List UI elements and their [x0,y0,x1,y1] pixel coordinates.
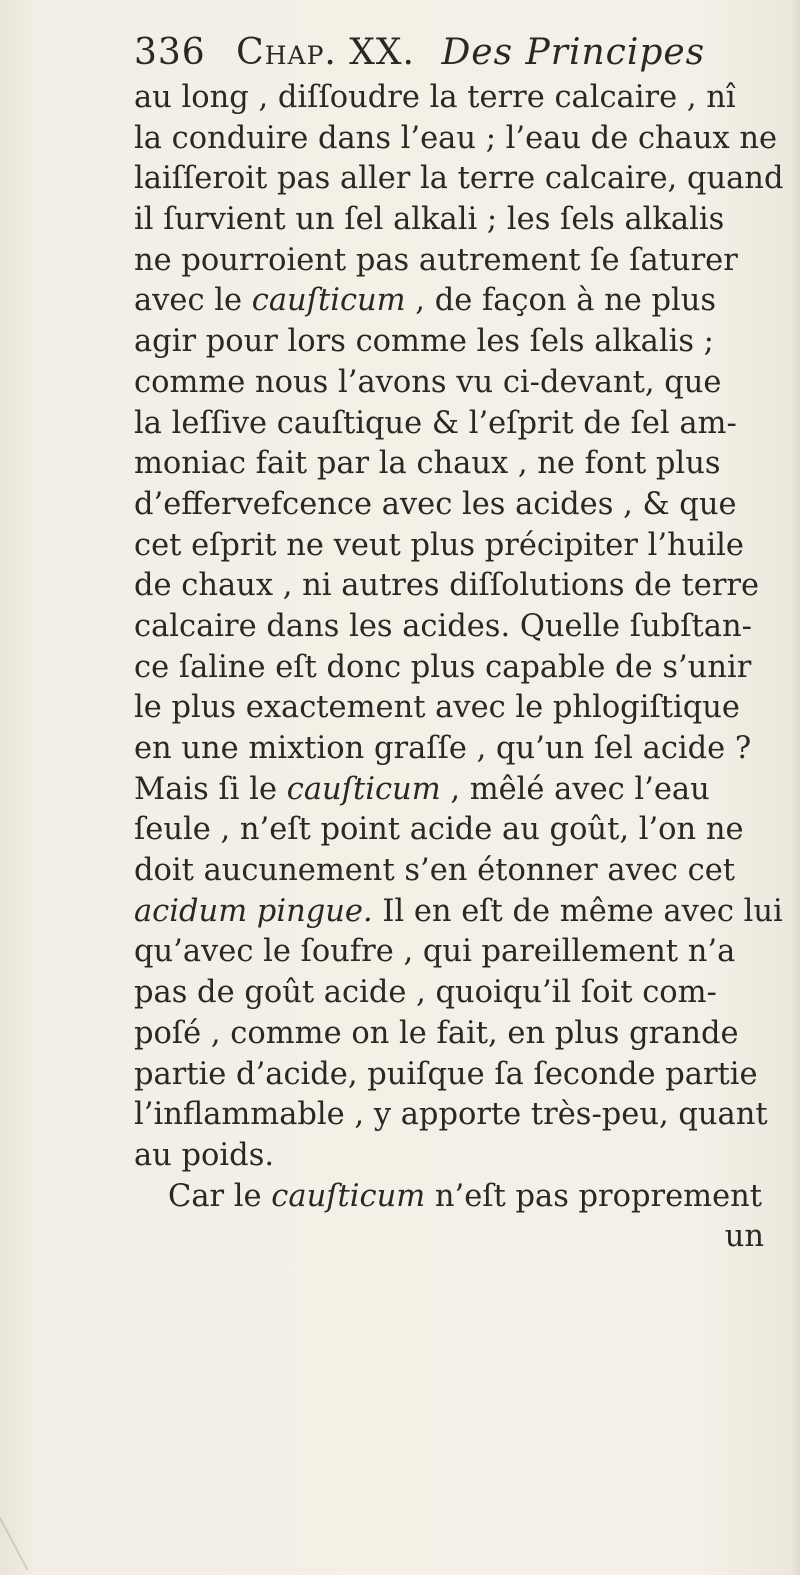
italic-term: cauſticum [286,771,441,807]
text-line: d’effervefcence avec les acides , & que [134,486,737,522]
text-line: le plus exactement avec le phlogiſtique [134,690,740,726]
page-edge-shadow [790,0,800,1575]
text-line: partie d’acide, puiſque ſa ſeconde partie [134,1056,758,1092]
text-line: Car le cauſticum n’eſt pas proprement [168,1178,763,1214]
text-line: ne pourroient pas autrement ſe ſaturer [134,242,738,278]
italic-term: cauſticum [251,283,406,319]
text-line: moniac fait par la chaux , ne font plus [134,446,721,482]
text-line: ce ſaline eſt donc plus capable de s’unir [134,649,752,685]
text-line: poſé , comme on le fait, en plus grande [134,1015,739,1051]
text-line: au poids. [134,1137,275,1173]
text-line: doit aucunement s’en étonner avec cet [134,853,736,889]
running-header [134,28,706,78]
italic-term: acidum pingue. [134,893,373,929]
text-line: pas de goût acide , quoiqu’il ſoit com- [134,975,717,1011]
text-line: calcaire dans les acides. Quelle ſubſtan- [134,608,752,644]
text-line: il ſurvient un ſel alkali ; les ſels alkalis [134,202,725,238]
page-number: 336 [134,32,206,73]
text-line: en une mixtion graſſe , qu’un ſel acide ? [134,731,752,766]
text-line: de chaux , ni autres diſſolutions de terre [134,568,760,604]
page-mark [0,1470,69,1570]
text-line: au long , diſſoudre la terre calcaire , nî [134,80,736,115]
text-line: acidum pingue. Il en eſt de même avec lui [134,893,783,929]
text-line: l’inflammable , y apporte très-peu, quant [134,1097,768,1133]
italic-term: cauſticum [271,1178,426,1214]
catchword: un [724,1219,764,1255]
text-line: laiſſeroit pas aller la terre calcaire, quand [134,161,784,197]
text-line: la conduire dans l’eau ; l’eau de chaux ne [134,120,778,156]
text-line: ſeule , n’eſt point acide au goût, l’on ne [134,812,744,848]
chapter-label: Chap. XX. [236,32,415,73]
text-line: qu’avec le ſoufre , qui pareillement n’a [134,934,736,970]
text-line: comme nous l’avons vu ci-devant, que [134,364,722,400]
text-line: cet eſprit ne veut plus précipiter l’huile [134,527,744,563]
body-text [134,78,784,1258]
text-line: la leſſive cauſtique & l’eſprit de ſel am- [134,405,737,441]
chapter-title: Des Principes [441,32,706,73]
text-line: agir pour lors comme les ſels alkalis ; [134,324,714,360]
text-line: Mais ſi le cauſticum , mêlé avec l’eau [134,771,710,807]
text-line: avec le cauſticum , de façon à ne plus [134,283,717,319]
